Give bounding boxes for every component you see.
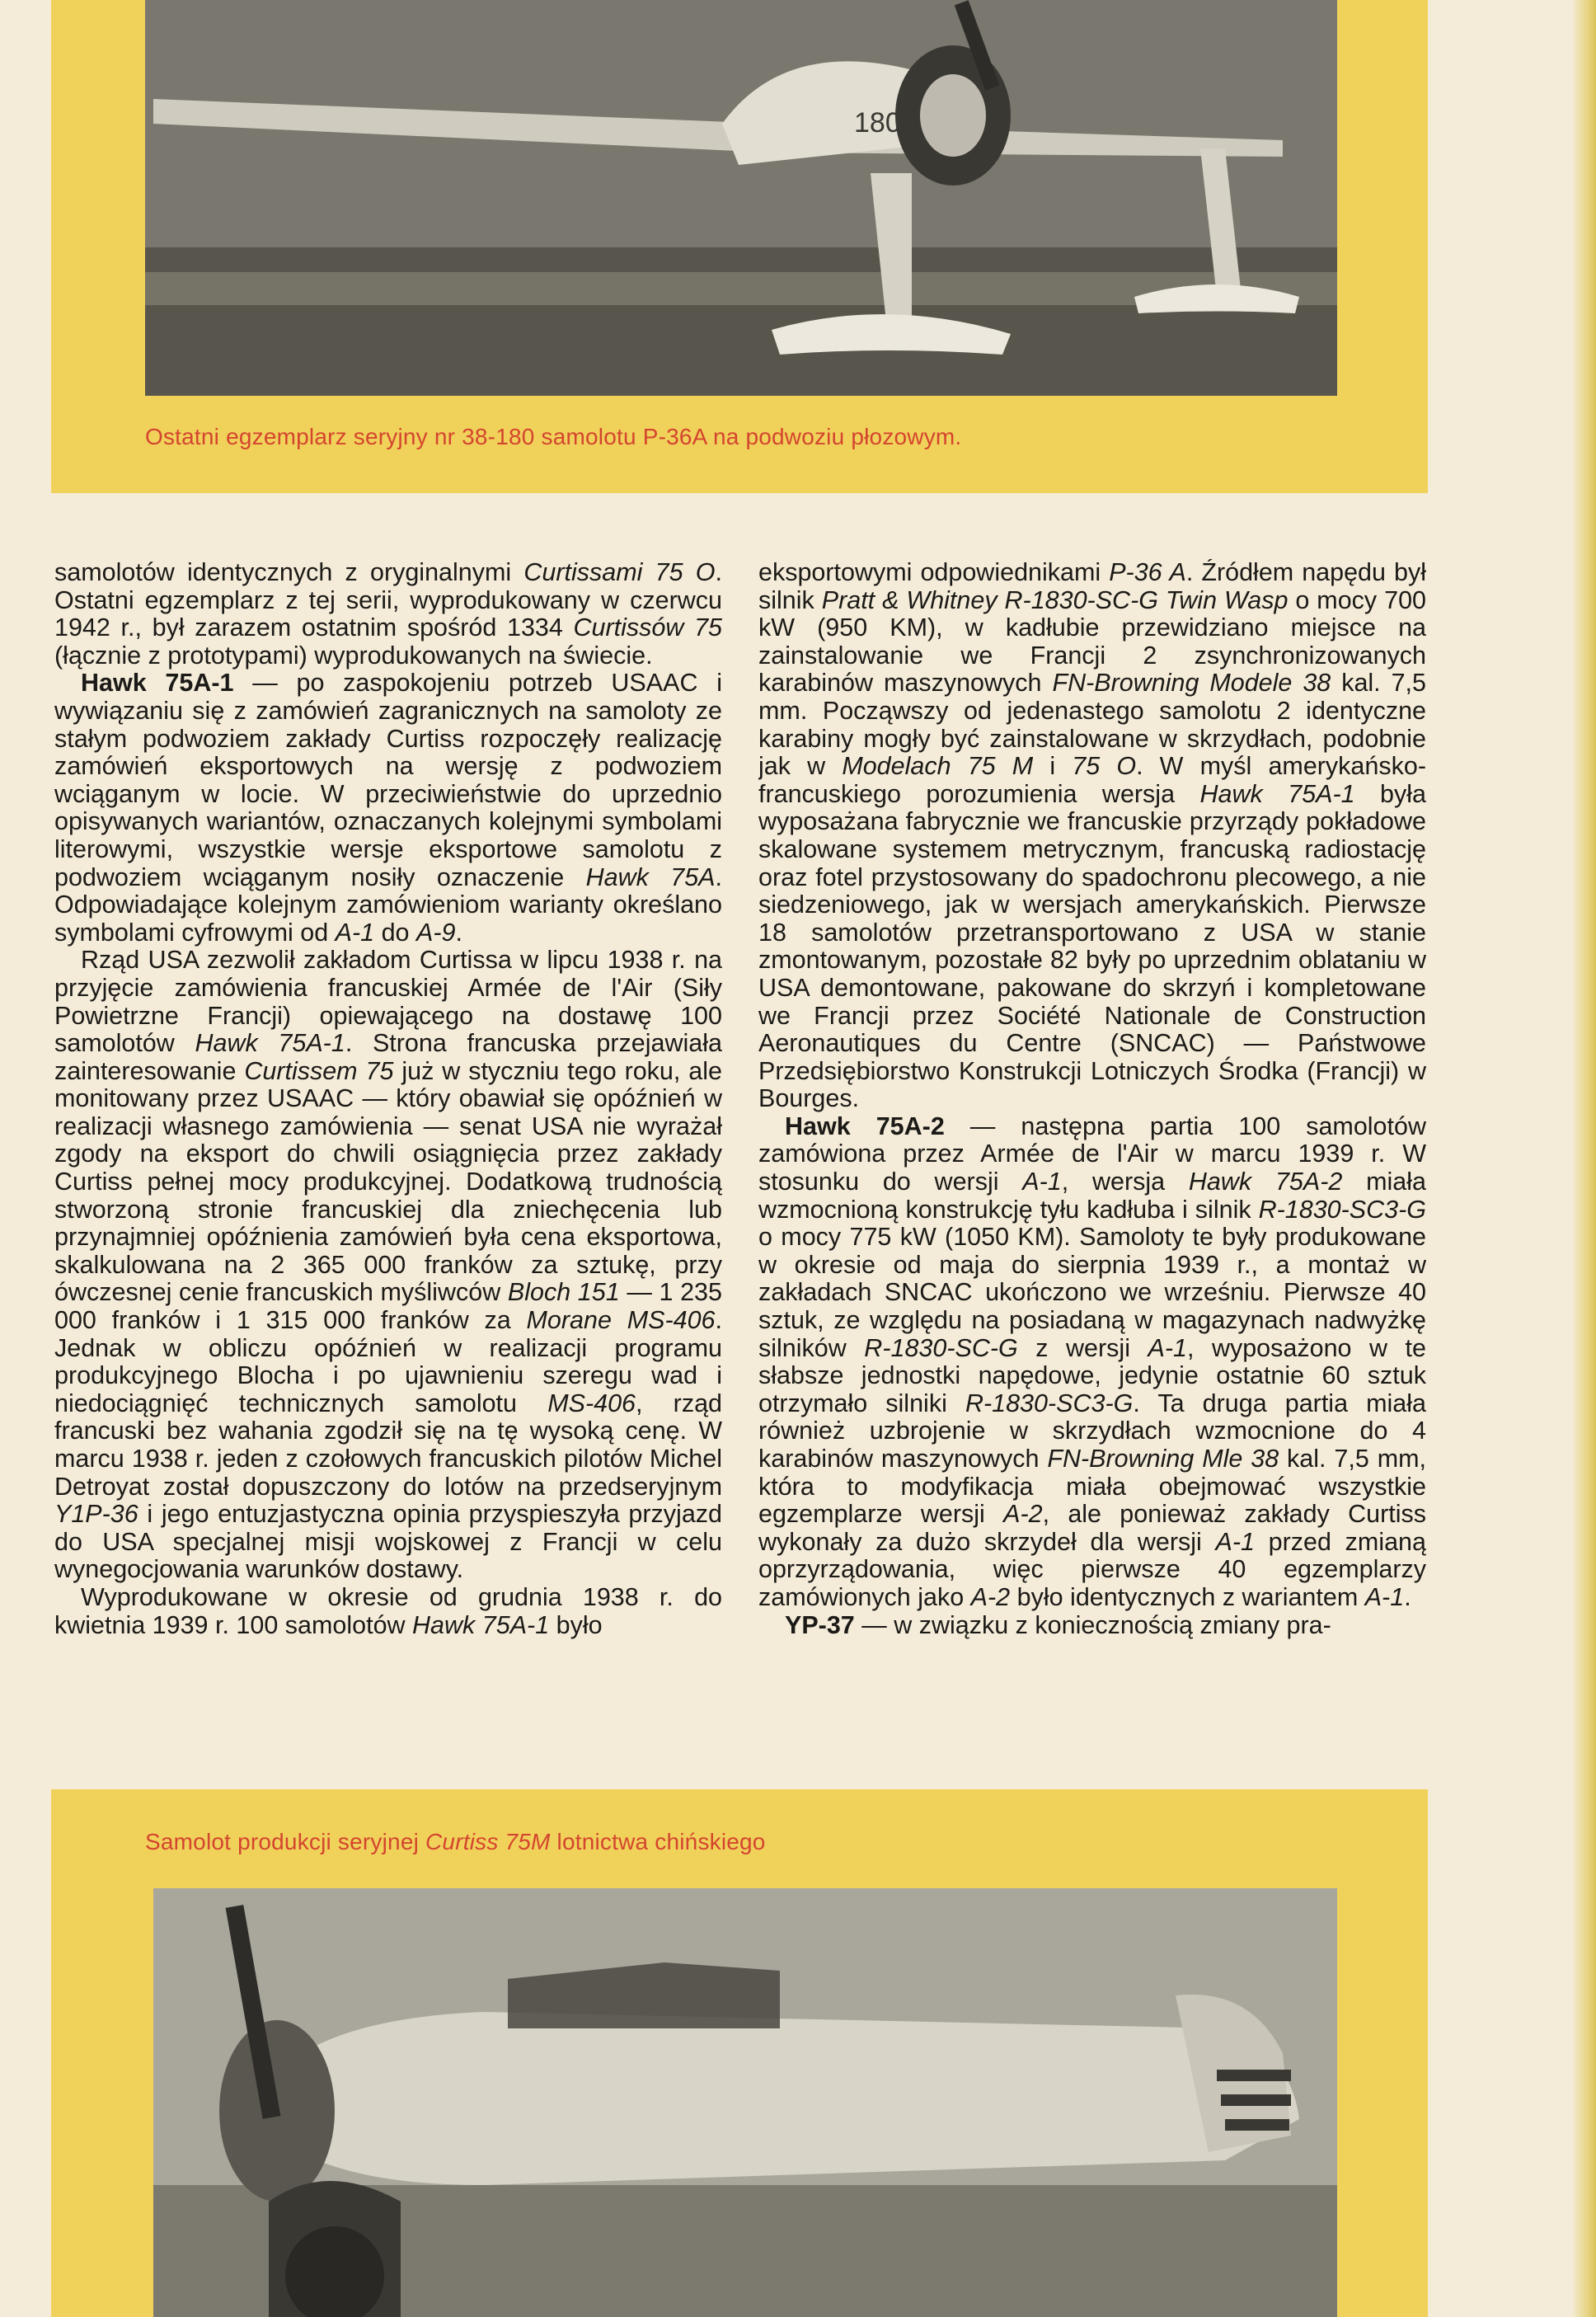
tail-number-marking: 180	[854, 107, 901, 139]
paragraph: Rząd USA zezwolił zakładom Curtissa w lipcu 1938 r. na przyjęcie zamówienia francuskiej Armée de l'Air (Siły Powietrzne Francji) opiewającego na dostawę 100 samolotów Hawk 75A-1. Strona francuska przejawiała zainteresowanie Curtissem 75 już w styczniu tego roku, ale monitowany przez USAAC — który obawiał się opóźnień w realizacji własnego zamówienia — senat USA nie wyrażał zgody na eksport do chwili osiągnięcia przez zakłady Curtiss pełnej mocy produkcyjnej. Dodatkową trudnością stworzoną stronie francuskiej dla zniechęcenia lub przynajmniej opóźnienia zamówień była cena eksportowa, skalkulowana na 2 365 000 franków za sztukę, przy ówczesnej cenie francuskich myśliwców Bloch 151 — 1 235 000 franków i 1 315 000 franków za Morane MS-406. Jednak w obliczu opóźnień w realizacji programu produkcyjnego Blocha i po ujawnieniu szeregu wad i niedociągnięć technicznych samolotu MS-406, rząd francuski bez wahania zgodził się na tę wysoką cenę. W marcu 1938 r. jeden z czołowych francuskich pilotów Michel Detroyat został dopuszczony do lotów na przedseryjnym Y1P-36 i jego entuzjastyczna opinia przyspieszyła przyjazd do USA specjalnej misji wojskowej z Francji w celu wynegocjowania warunków dostawy.	[54, 946, 722, 1584]
caption-aircraft-name: Curtiss 75M	[425, 1829, 551, 1854]
bottom-photo-caption	[145, 1829, 766, 1855]
text-column-right	[758, 559, 1426, 1746]
top-photo-caption: Ostatni egzemplarz seryjny nr 38-180 samolotu P-36A na podwoziu płozowym.	[145, 424, 962, 449]
paragraph: eksportowymi odpowiednikami P-36 A. Źródłem napędu był silnik Pratt & Whitney R-1830-SC-G Twin Wasp o mocy 700 kW (950 KM), w kadłubie przewidziano miejsce na zainstalowanie we Francji 2 zsynchronizowanych karabinów maszynowych FN-Browning Modele 38 kal. 7,5 mm. Począwszy od jedenastego samolotu 2 identyczne karabiny mogły być zainstalowane w skrzydłach, podobnie jak w Modelach 75 M i 75 O. W myśl amerykańsko-francuskiego porozumienia wersja Hawk 75A-1 była wyposażana fabrycznie we francuskie przyrządy pokładowe skalowane systemem metrycznym, francuską radiostację oraz fotel przystosowany do spadochronu plecowego, a nie siedzeniowego, jak w wersjach amerykańskich. Pierwsze 18 samolotów przetransportowano z USA w stanie zmontowanym, pozostałe 82 były po uprzednim oblataniu w USA demontowane, pakowane do skrzyń i kompletowane we Francji przez Société Nationale de Construction Aeronautiques du Centre (SNCAC) — Państwowe Przedsiębiorstwo Konstrukcji Lotniczych Środka (Francji) w Bourges.	[758, 559, 1426, 1113]
top-photo-p36a-ski-landing-gear	[145, 0, 1337, 396]
paragraph: YP-37 — w związku z koniecznością zmiany pra-	[785, 1610, 1331, 1639]
paragraph: samolotów identycznych z oryginalnymi Curtissami 75 O. Ostatni egzemplarz z tej serii, wyprodukowany w czerwcu 1942 r., był zarazem ostatnim spośród 1334 Curtissów 75 (łącznie z prototypami) wyprodukowanych na świecie.	[54, 559, 722, 670]
caption-text: lotnictwa chińskiego	[550, 1829, 766, 1854]
paragraph: Wyprodukowane w okresie od grudnia 1938 r. do kwietnia 1939 r. 100 samolotów Hawk 75A-1 było	[54, 1582, 722, 1639]
bottom-photo-curtiss-75m	[153, 1888, 1337, 2317]
paragraph: Hawk 75A-1 — po zaspokojeniu potrzeb USAAC i wywiązaniu się z zamówień zagranicznych na samoloty ze stałym podwoziem zakłady Curtiss rozpoczęły realizację zamówień eksportowych na wersję z podwoziem wciąganym w locie. W przeciwieństwie do uprzednio opisywanych wariantów, oznaczanych kolejnymi symbolami literowymi, wszystkie wersje eksportowe samolotu z podwoziem wciąganym nosiły oznaczenie Hawk 75A. Odpowiadające kolejnym zamówieniom warianty określano symbolami cyfrowymi od A-1 do A-9.	[54, 669, 722, 947]
page-edge	[1571, 0, 1596, 2317]
caption-text: Samolot produkcji seryjnej	[145, 1829, 425, 1854]
text-column-left	[54, 559, 722, 1746]
paragraph: Hawk 75A-2 — następna partia 100 samolotów zamówiona przez Armée de l'Air w marcu 1939 r. W stosunku do wersji A-1, wersja Hawk 75A-2 miała wzmocnioną konstrukcję tyłu kadłuba i silnik R-1830-SC3-G o mocy 775 kW (1050 KM). Samoloty te były produkowane w okresie od maja do sierpnia 1939 r., a montaż w zakładach SNCAC ukończono we wrześniu. Pierwsze 40 sztuk, ze względu na posiadaną w magazynach nadwyżkę silników R-1830-SC-G z wersji A-1, wyposażono w te słabsze jednostki napędowe, jedynie ostatnie 60 sztuk otrzymało silniki R-1830-SC3-G. Ta druga partia miała również uzbrojenie w skrzydłach wzmocnione do 4 karabinów maszynowych FN-Browning Mle 38 kal. 7,5 mm, która to modyfikacja miała obejmować wszystkie egzemplarze wersji A-2, ale ponieważ zakłady Curtiss wykonały za dużo skrzydeł dla wersji A-1 przed zmianą oprzyrządowania, więc pierwsze 40 egzemplarzy zamówionych jako A-2 było identycznych z wariantem A-1.	[758, 1112, 1426, 1611]
